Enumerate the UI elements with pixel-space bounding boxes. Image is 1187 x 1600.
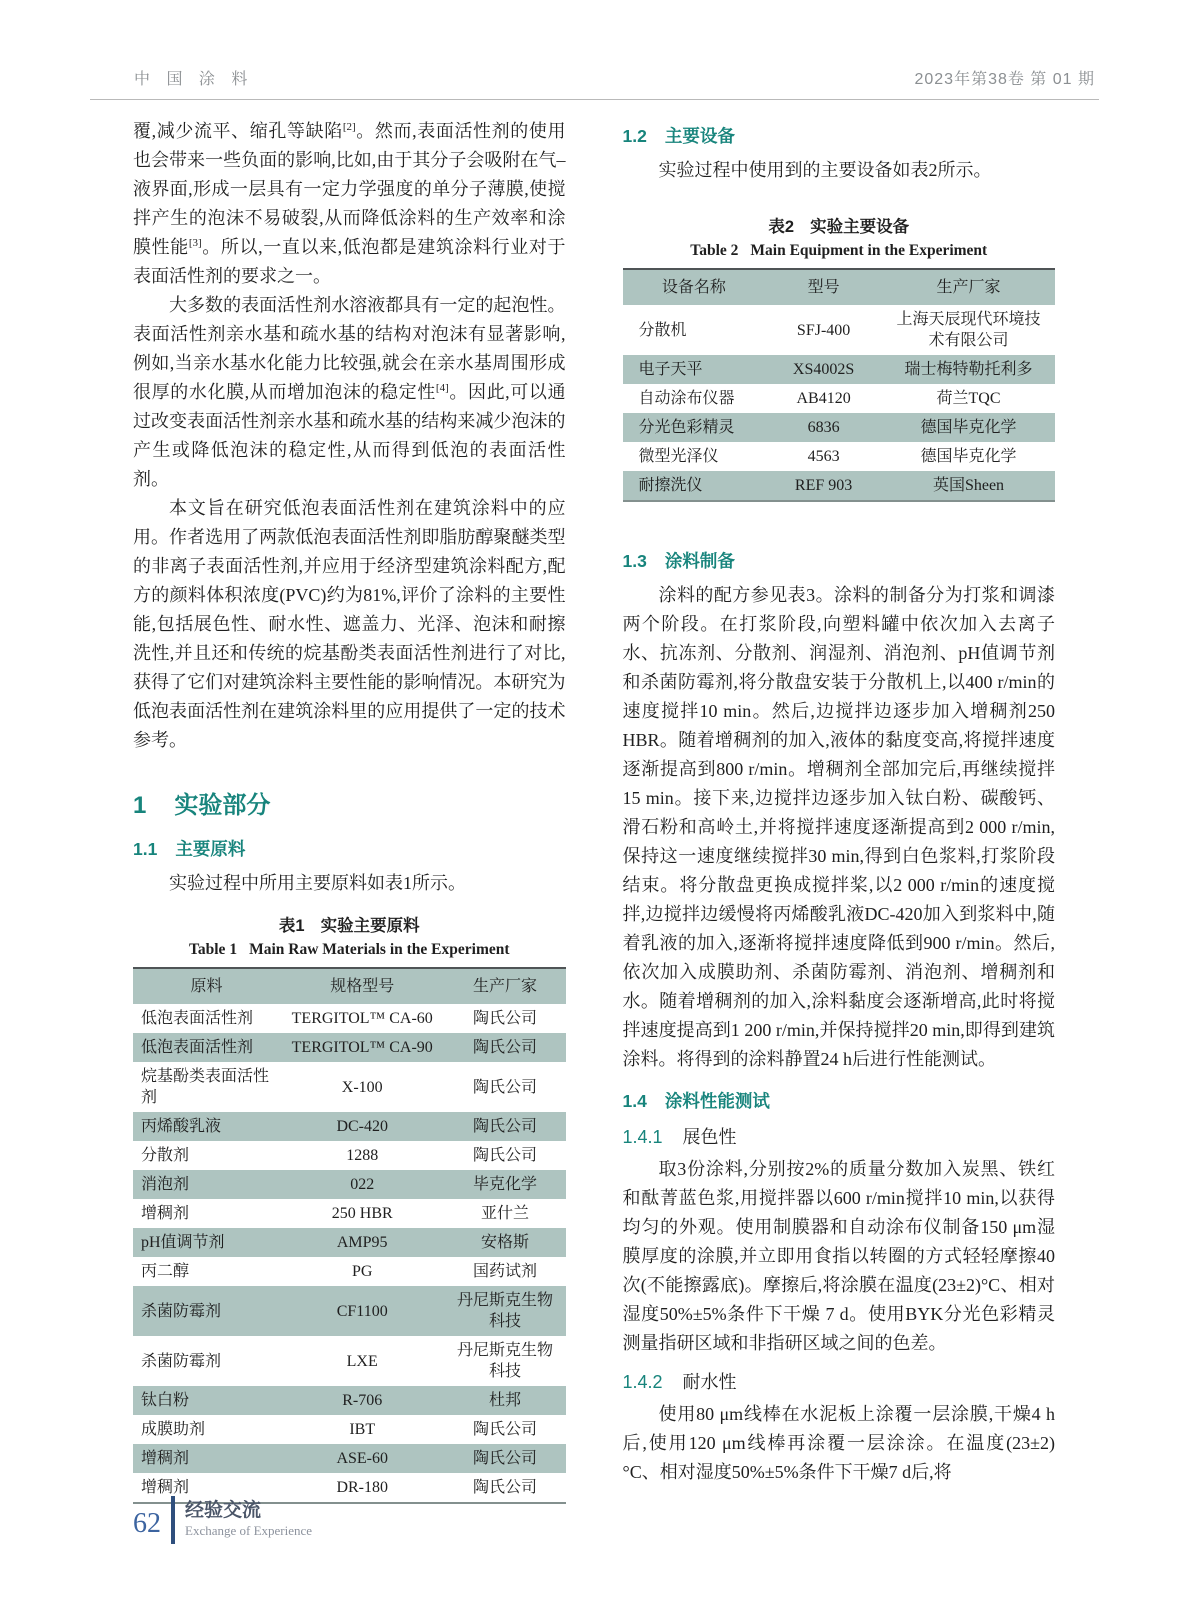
table-cell: 增稠剂 — [133, 1444, 280, 1473]
caption-title: 实验主要设备 — [810, 218, 910, 236]
table-row — [133, 1286, 566, 1336]
table-row — [623, 355, 1056, 384]
section-heading-1-2 — [623, 123, 1056, 148]
table-row — [133, 1004, 566, 1033]
table-header-row — [133, 968, 566, 1004]
table-cell: LXE — [346, 1352, 378, 1370]
table-cell: IBT — [349, 1421, 376, 1438]
table-cell: X-100 — [341, 1078, 383, 1096]
footer-section-zh: 经验交流 — [185, 1500, 262, 1521]
text-segment: 。然而,表面活性剂的使用也会带来一些负面的影响,比如,由于其分子会吸附在气–液界面,形成一层具有一定力学强度的单分子薄膜,使搅拌产生的泡沫不易破裂,从而降低涂料的生产效率和涂膜性能 — [133, 121, 566, 257]
text-segment: 。所以,一直以来,低泡都是建筑涂料行业对于表面活性剂的要求之一。 — [133, 237, 566, 286]
issue-info: 2023年第38卷 第 01 期 — [914, 71, 1095, 88]
table-cell: 增稠剂 — [141, 1205, 190, 1222]
table-row — [623, 442, 1056, 471]
section-heading-1-1 — [133, 836, 566, 861]
table-cell: 022 — [280, 1170, 444, 1199]
table-row — [133, 1033, 566, 1062]
table-cell: TERGITOL™ CA-60 — [291, 1010, 433, 1027]
table-header-cell: 原料 — [133, 968, 280, 1004]
section-number: 1.3 — [622, 551, 647, 571]
table-cell: 分散机 — [638, 321, 687, 339]
section-number: 1.2 — [622, 126, 647, 146]
table-row — [133, 1415, 566, 1444]
caption-label: Table 1 — [188, 941, 238, 958]
table-cell: 荷兰TQC — [936, 390, 1001, 407]
table-row — [623, 384, 1056, 413]
table-cell: 英国Sheen — [882, 471, 1055, 501]
section-number: 1.4.2 — [622, 1372, 663, 1392]
running-head — [90, 66, 1099, 100]
table-cell: 耐擦洗仪 — [623, 471, 766, 501]
table-row — [133, 1141, 566, 1170]
table2-caption-zh — [623, 213, 1056, 237]
caption-label: 表2 — [768, 218, 795, 236]
table-cell: 毕克化学 — [444, 1170, 565, 1199]
table-header-cell: 规格型号 — [280, 968, 444, 1004]
table-row — [133, 1257, 566, 1286]
table-cell: 杀菌防霉剂 — [133, 1286, 280, 1336]
section-title: 耐水性 — [682, 1372, 737, 1392]
text-segment: 覆,减少流平、缩孔等缺陷 — [133, 121, 343, 141]
section-heading-1-4-2 — [623, 1368, 1056, 1394]
table1-caption-en — [133, 941, 566, 959]
table-row — [133, 1228, 566, 1257]
table-cell: ASE-60 — [280, 1444, 444, 1473]
section-number: 1.4 — [622, 1091, 647, 1111]
table-cell: 丹尼斯克生物科技 — [444, 1286, 565, 1336]
table-cell: 德国毕克化学 — [920, 448, 1017, 465]
paragraph: 取3份涂料,分别按2%的质量分数加入炭黑、铁红和酞菁蓝色浆,用搅拌器以600 r/min搅拌10 min,以获得均匀的外观。使用制膜器和自动涂布仪制备150 μm湿膜厚度的涂膜,并立即用食指以转圈的方式轻轻摩擦40次(不能擦露底)。摩擦后,将涂膜在温度(23±2)°C、相对湿度50%±5%条件下干燥 7 d。使用BYK分光色彩精灵测量指研区域和非指研区域之间的色差。 — [622, 1159, 1055, 1353]
footer-section — [185, 1500, 312, 1540]
section-number: 1 — [133, 792, 147, 819]
table-cell: 陶氏公司 — [472, 1147, 537, 1164]
citation-ref: [2] — [342, 121, 356, 133]
table-cell: AMP95 — [280, 1228, 444, 1257]
table-cell: 4563 — [807, 448, 840, 465]
table-row — [623, 413, 1056, 442]
section-heading-1 — [133, 785, 566, 820]
table-cell: 丙烯酸乳液 — [133, 1112, 280, 1141]
table-header-cell: 生产厂家 — [882, 269, 1055, 305]
caption-title: Main Raw Materials in the Experiment — [249, 941, 510, 958]
citation-ref: [3] — [188, 237, 202, 249]
paragraph — [133, 291, 566, 494]
table-row — [133, 1170, 566, 1199]
section-title: 涂料性能测试 — [664, 1091, 770, 1111]
table-cell: 丹尼斯克生物科技 — [456, 1342, 553, 1380]
table-cell: 烷基酚类表面活性剂 — [141, 1068, 270, 1106]
paragraph: 本文旨在研究低泡表面活性剂在建筑涂料中的应用。作者选用了两款低泡表面活性剂即脂肪醇聚醚类型的非离子表面活性剂,并应用于经济型建筑涂料配方,配方的颜料体积浓度(PVC)约为81%,评价了涂料的主要性能,包括展色性、耐水性、遮盖力、光泽、泡沫和耐擦洗性,并且还和传统的烷基酚类表面活性剂进行了对比,获得了它们对建筑涂料主要性能的影响情况。本研究为低泡表面活性剂在建筑涂料里的应用提供了一定的技术参考。 — [133, 498, 566, 750]
table-cell: R-706 — [280, 1386, 444, 1415]
table-cell: 自动涂布仪器 — [638, 390, 735, 407]
footer-section-en: Exchange of Experience — [185, 1523, 313, 1538]
table-cell: 成膜助剂 — [141, 1421, 206, 1438]
table-cell: 上海天辰现代环境技术有限公司 — [896, 311, 1041, 349]
caption-title: Main Equipment in the Experiment — [750, 242, 988, 259]
table-header-row — [623, 269, 1056, 305]
caption-label: Table 2 — [690, 242, 739, 259]
paragraph: 涂料的配方参见表3。涂料的制备分为打浆和调漆两个阶段。在打浆阶段,向塑料罐中依次加入去离子水、抗冻剂、分散剂、润湿剂、消泡剂、pH值调节剂和杀菌防霉剂,将分散盘安装于分散机上,以400 r/min的速度搅拌10 min。然后,边搅拌边逐步加入增稠剂250 HBR。随着增稠剂的加入,液体的黏度变高,将搅拌速度逐渐提高到800 r/min。增稠剂全部加完后,再继续搅拌15 min。接下来,边搅拌边逐步加入钛白粉、碳酸钙、滑石粉和高岭土,并将搅拌速度逐渐提高到2 000 r/min,保持这一速度继续搅拌30 min,得到白色浆料,打浆阶段结束。将分散盘更换成搅拌桨,以2 000 r/min的速度搅拌,边搅拌边缓慢将丙烯酸乳液DC-420加入到浆料中,随着乳液的加入,逐渐将搅拌速度降低到900 r/min。然后,依次加入成膜助剂、杀菌防霉剂、消泡剂、增稠剂和水。随着增稠剂的加入,涂料黏度会逐渐增高,此时将搅拌速度提高到1 200 r/min,并保持搅拌20 min,即得到建筑涂料。将得到的涂料静置24 h后进行性能测试。 — [622, 585, 1055, 1069]
footer-divider-bar — [171, 1496, 175, 1544]
table-cell: XS4002S — [765, 355, 882, 384]
page-footer — [133, 1496, 312, 1544]
table-row — [623, 471, 1056, 501]
table-cell: 亚什兰 — [480, 1205, 529, 1222]
table-row — [133, 1199, 566, 1228]
table-cell: 1288 — [346, 1147, 379, 1164]
section-title: 涂料制备 — [664, 551, 735, 571]
paragraph — [133, 117, 566, 291]
table-cell: SFJ-400 — [796, 321, 851, 339]
table-cell: 消泡剂 — [133, 1170, 280, 1199]
table-cell: 陶氏公司 — [444, 1033, 565, 1062]
table2-caption-en — [623, 242, 1056, 260]
section-title: 实验部分 — [174, 792, 271, 819]
table-cell: 陶氏公司 — [472, 1078, 537, 1096]
table-cell: 陶氏公司 — [472, 1010, 537, 1027]
section-title: 主要原料 — [175, 839, 246, 859]
section-number: 1.4.1 — [622, 1127, 663, 1147]
table-cell: 陶氏公司 — [444, 1112, 565, 1141]
table-header-cell: 型号 — [765, 269, 882, 305]
page-body — [133, 117, 1055, 1504]
table-cell: 杀菌防霉剂 — [141, 1352, 222, 1370]
paragraph: 使用80 μm线棒在水泥板上涂覆一层涂膜,干燥4 h后,使用120 μm线棒再涂覆一层涂涂。在温度(23±2) °C、相对湿度50%±5%条件下干燥7 d后,将 — [622, 1404, 1055, 1482]
table-main-raw-materials — [133, 967, 566, 1504]
table-cell: 微型光泽仪 — [638, 448, 719, 465]
table-row — [623, 305, 1056, 355]
table-cell: 丙二醇 — [141, 1263, 190, 1280]
section-title: 主要设备 — [664, 126, 735, 146]
table-cell: 陶氏公司 — [472, 1479, 537, 1496]
caption-label: 表1 — [278, 917, 305, 935]
table-cell: REF 903 — [765, 471, 882, 501]
table-row — [133, 1112, 566, 1141]
table-main-equipment — [623, 268, 1056, 502]
table-cell: pH值调节剂 — [133, 1228, 280, 1257]
paragraph: 实验过程中使用到的主要设备如表2所示。 — [658, 160, 992, 180]
table-cell: 杜邦 — [444, 1386, 565, 1415]
table-cell: 250 HBR — [331, 1205, 393, 1222]
table-header-cell: 生产厂家 — [444, 968, 565, 1004]
section-heading-1-4 — [623, 1088, 1056, 1113]
table-cell: 增稠剂 — [141, 1479, 190, 1496]
table-cell: 分散剂 — [141, 1147, 190, 1164]
text-segment: 大多数的表面活性剂水溶液都具有一定的起泡性。表面活性剂亲水基和疏水基的结构对泡沫有显著影响,例如,当亲水基水化能力比较强,就会在亲水基周围形成很厚的水化膜,从而增加泡沫的稳定性 — [133, 295, 566, 402]
section-number: 1.1 — [133, 839, 158, 859]
table-cell: DC-420 — [280, 1112, 444, 1141]
table-cell: PG — [351, 1263, 373, 1280]
caption-title: 实验主要原料 — [320, 917, 420, 935]
table-row — [133, 1444, 566, 1473]
table-row — [133, 1336, 566, 1386]
table-cell: 钛白粉 — [133, 1386, 280, 1415]
table-cell: 电子天平 — [623, 355, 766, 384]
table-cell: AB4120 — [796, 390, 851, 407]
left-column — [133, 117, 566, 1504]
section-title: 展色性 — [682, 1127, 737, 1147]
table-cell: 德国毕克化学 — [882, 413, 1055, 442]
table-cell: CF1100 — [280, 1286, 444, 1336]
page-number: 62 — [133, 1508, 161, 1539]
table-cell: 安格斯 — [444, 1228, 565, 1257]
table-cell: 分光色彩精灵 — [623, 413, 766, 442]
section-heading-1-4-1 — [623, 1123, 1056, 1149]
table-cell: DR-180 — [336, 1479, 388, 1496]
right-column — [623, 117, 1056, 1504]
table-cell: 国药试剂 — [472, 1263, 537, 1280]
table-cell: 6836 — [765, 413, 882, 442]
table-cell: 陶氏公司 — [444, 1444, 565, 1473]
text-segment: 。因此,可以通过改变表面活性剂亲水基和疏水基的结构来减少泡沫的产生或降低泡沫的稳定性,从而得到低泡的表面活性剂。 — [133, 382, 566, 489]
table-cell: TERGITOL™ CA-90 — [280, 1033, 444, 1062]
table-row — [133, 1386, 566, 1415]
journal-name: 中 国 涂 料 — [134, 71, 254, 88]
section-heading-1-3 — [623, 548, 1056, 573]
table-row — [133, 1062, 566, 1112]
citation-ref: [4] — [435, 382, 449, 394]
table-cell: 低泡表面活性剂 — [141, 1010, 254, 1027]
table-cell: 低泡表面活性剂 — [133, 1033, 280, 1062]
table-header-cell: 设备名称 — [623, 269, 766, 305]
paragraph: 实验过程中所用主要原料如表1所示。 — [169, 873, 466, 893]
table1-caption-zh — [133, 912, 566, 936]
table-cell: 瑞士梅特勒托利多 — [882, 355, 1055, 384]
table-cell: 陶氏公司 — [472, 1421, 537, 1438]
